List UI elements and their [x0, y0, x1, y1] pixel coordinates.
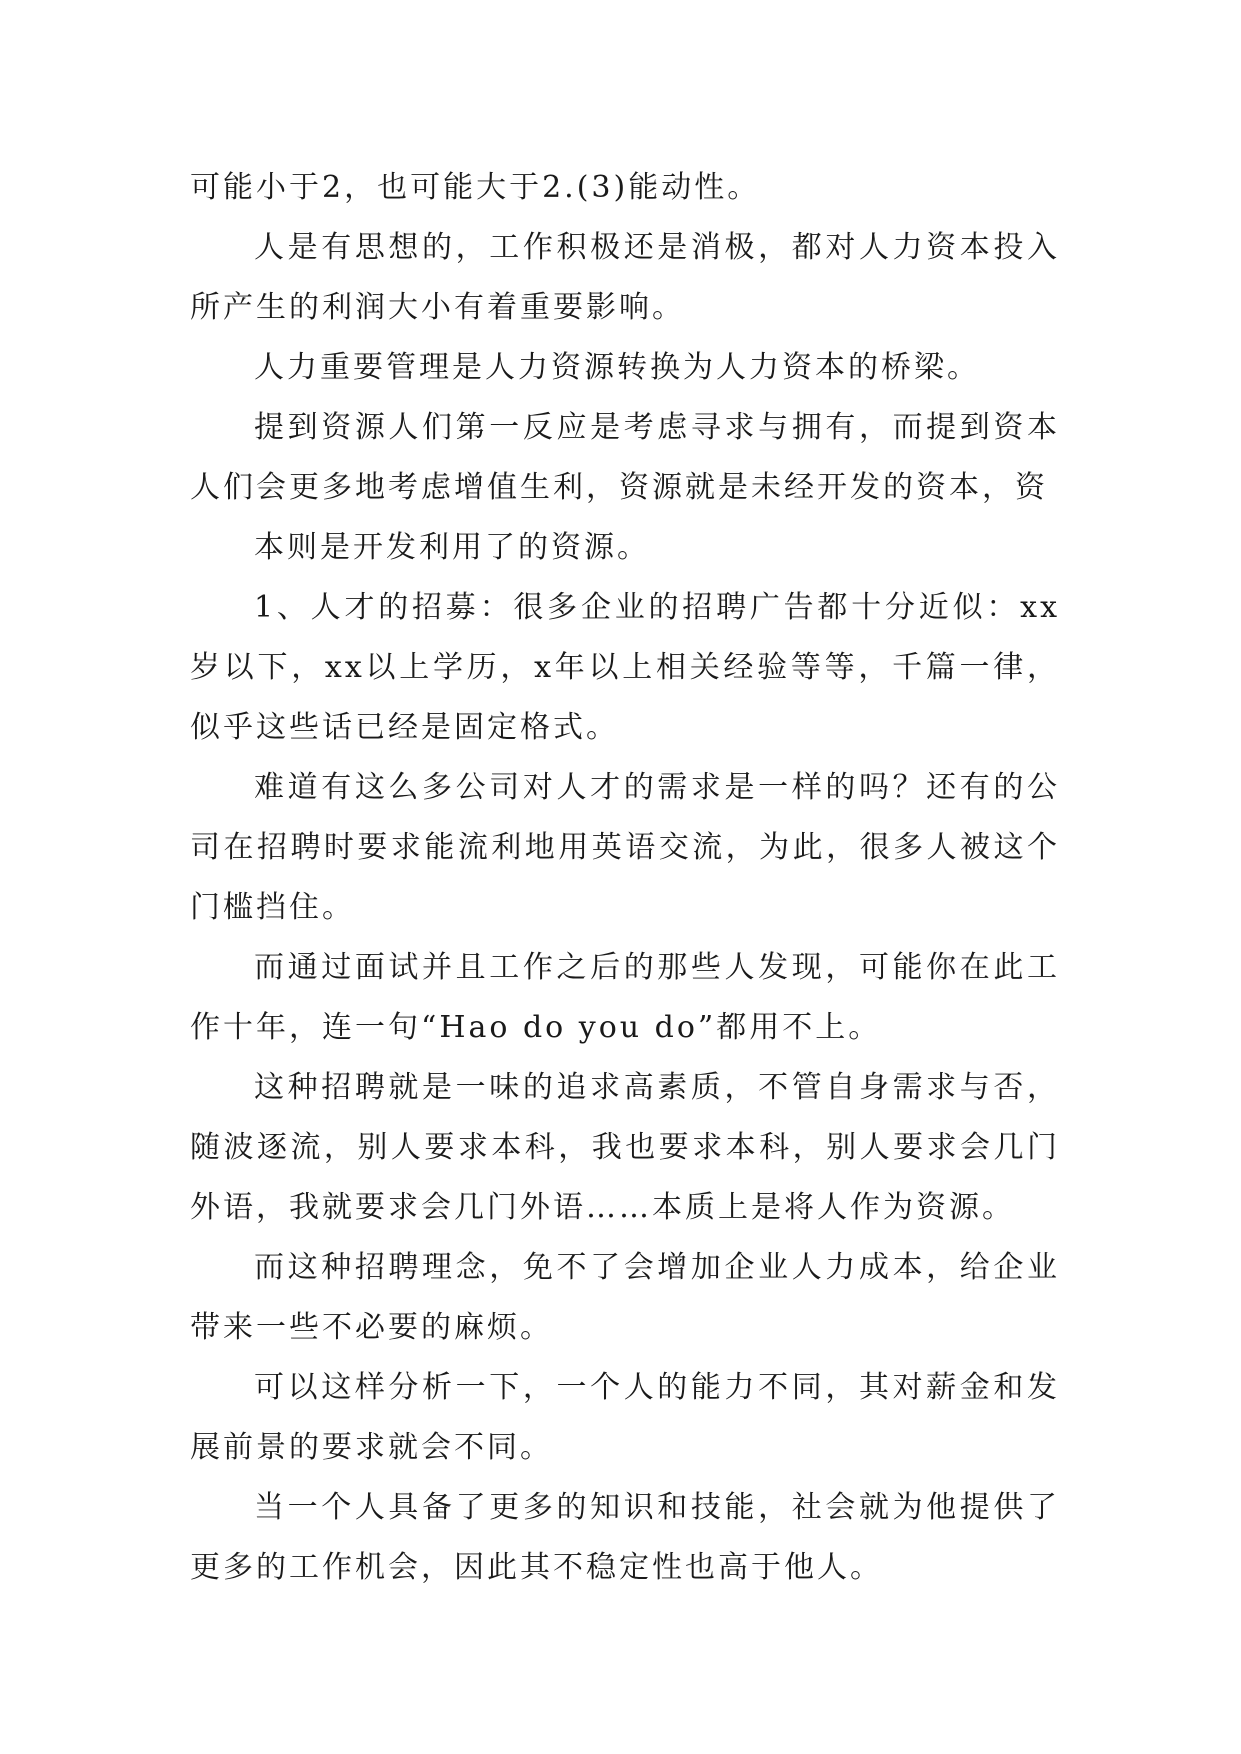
paragraph-7: 难道有这么多公司对人才的需求是一样的吗？还有的公司在招聘时要求能流利地用英语交流，为此，很多人被这个门槛挡住。: [190, 770, 1060, 925]
paragraph-1: 可能小于2，也可能大于2.(3)能动性。: [190, 170, 761, 205]
paragraph-2: 人是有思想的，工作积极还是消极，都对人力资本投入所产生的利润大小有着重要影响。: [190, 230, 1060, 325]
paragraph-8: 而通过面试并且工作之后的那些人发现，可能你在此工作十年，连一句“Hao do you do”都用不上。: [190, 950, 1060, 1045]
paragraph-5: 本则是开发利用了的资源。: [254, 530, 650, 565]
paragraph-6: 1、人才的招募：很多企业的招聘广告都十分近似：xx岁以下，xx以上学历，x年以上相关经验等等，千篇一律，似乎这些话已经是固定格式。: [190, 590, 1060, 745]
paragraph-9: 这种招聘就是一味的追求高素质，不管自身需求与否，随波逐流，别人要求本科，我也要求本科，别人要求会几门外语，我就要求会几门外语……本质上是将人作为资源。: [190, 1070, 1060, 1225]
paragraph-10: 而这种招聘理念，免不了会增加企业人力成本，给企业带来一些不必要的麻烦。: [190, 1250, 1060, 1345]
document-body: [190, 158, 1060, 1598]
paragraph-11: 可以这样分析一下，一个人的能力不同，其对薪金和发展前景的要求就会不同。: [190, 1370, 1060, 1465]
paragraph-3: 人力重要管理是人力资源转换为人力资本的桥梁。: [254, 350, 980, 385]
paragraph-12: 当一个人具备了更多的知识和技能，社会就为他提供了更多的工作机会，因此其不稳定性也高于他人。: [190, 1490, 1060, 1585]
paragraph-4: 提到资源人们第一反应是考虑寻求与拥有，而提到资本人们会更多地考虑增值生利，资源就是未经开发的资本，资: [190, 410, 1060, 505]
